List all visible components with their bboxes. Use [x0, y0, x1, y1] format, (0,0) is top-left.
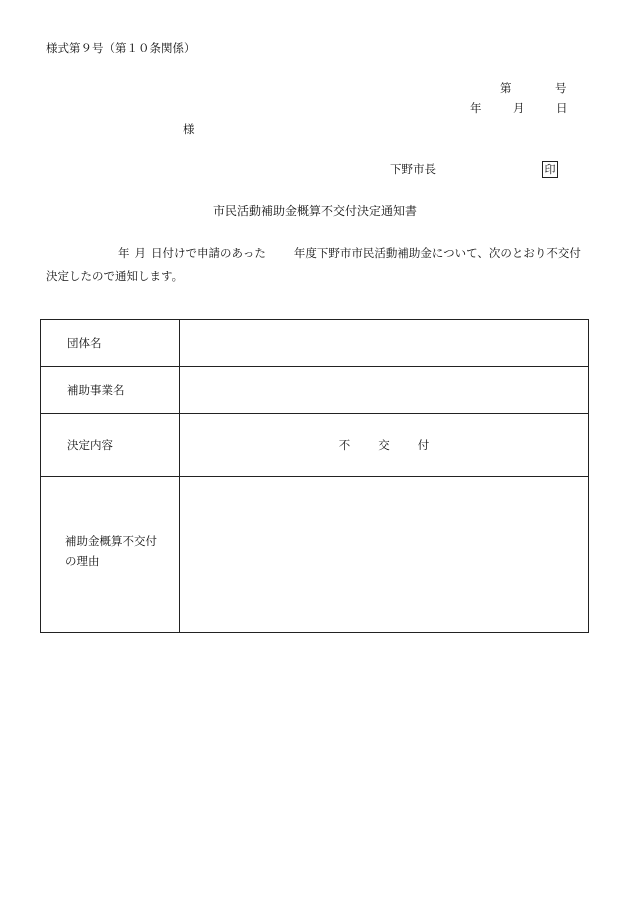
- value-project-name: [180, 367, 589, 414]
- label-decision: 決定内容: [41, 414, 180, 477]
- label-reason: 補助金概算不交付の理由: [41, 477, 180, 633]
- label-group-name: 団体名: [41, 320, 180, 367]
- table-row-project-name: [41, 367, 589, 414]
- sender-name: 下野市長: [390, 162, 436, 176]
- label-project-name: 補助事業名: [41, 367, 180, 414]
- date-month-label: 月: [513, 101, 525, 115]
- body-month-label: 月: [134, 246, 146, 260]
- body-paragraph: [46, 242, 586, 288]
- document-title: 市民活動補助金概算不交付決定通知書: [212, 204, 417, 218]
- document-number-prefix: 第: [500, 81, 512, 95]
- table-row-decision: [41, 414, 589, 477]
- body-year-label: 年: [118, 246, 130, 260]
- date-year-label: 年: [470, 101, 482, 115]
- notification-table: [40, 319, 589, 633]
- document-number-suffix: 号: [555, 81, 567, 95]
- body-text-2: 年度下野市市民活動補助金について、次のとおり不交付決定したので通知します。: [46, 246, 581, 283]
- value-reason: [180, 477, 589, 633]
- date-day-label: 日: [556, 101, 568, 115]
- table-row-group-name: [41, 320, 589, 367]
- value-group-name: [180, 320, 589, 367]
- form-number: 様式第９号（第１０条関係）: [46, 41, 196, 55]
- table-row-reason: [41, 477, 589, 633]
- body-text-1: 日付けで申請のあった: [151, 246, 266, 260]
- seal-box: 印: [542, 161, 558, 178]
- value-decision: 不交付: [180, 414, 589, 477]
- addressee-honorific: 様: [183, 122, 195, 136]
